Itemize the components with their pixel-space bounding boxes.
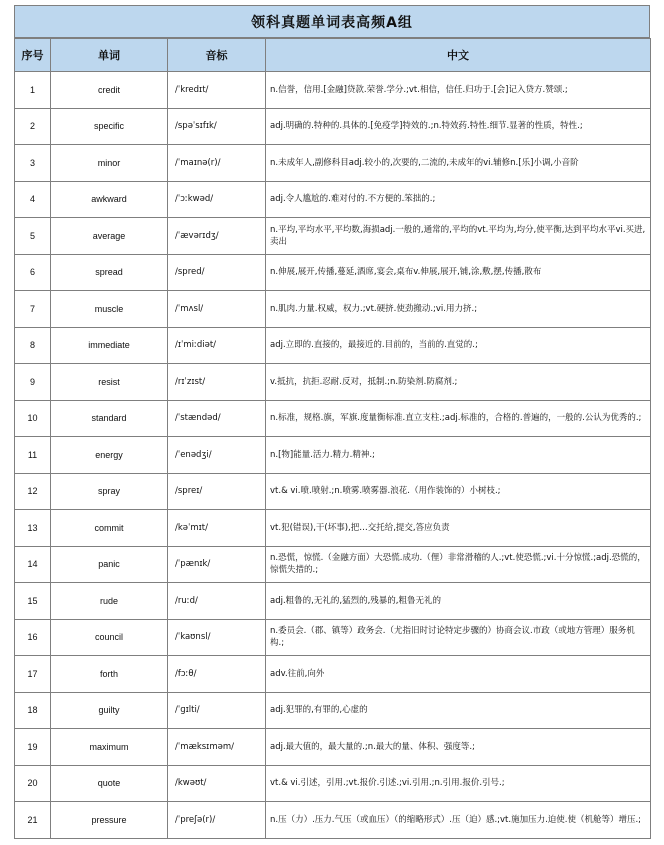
- table-row: [15, 729, 651, 766]
- row-phonetic: /ɪˈmiːdiət/: [168, 327, 266, 364]
- row-meaning: n.肌肉.力量.权威，权力.;vt.硬挤.使劲搬动.;vi.用力挤.;: [266, 291, 651, 328]
- row-meaning: n.委员会.（郡、镇等）政务会.（尤指旧时讨论特定步骤的）协商会议.市政（或地方管理）服务机构.;: [266, 619, 651, 656]
- row-word: maximum: [51, 729, 168, 766]
- row-word: forth: [51, 656, 168, 693]
- row-meaning: vt.& vi.喷.喷射.;n.喷雾.喷雾器.浪花.（用作装饰的）小树枝.;: [266, 473, 651, 510]
- table-row: [15, 437, 651, 474]
- row-phonetic: /kəˈmɪt/: [168, 510, 266, 547]
- table-row: [15, 473, 651, 510]
- row-phonetic: /kwəʊt/: [168, 765, 266, 802]
- row-number: 15: [15, 583, 51, 620]
- row-phonetic: /ruːd/: [168, 583, 266, 620]
- row-number: 10: [15, 400, 51, 437]
- header-word: 单词: [51, 39, 168, 72]
- row-number: 18: [15, 692, 51, 729]
- row-phonetic: /spreɪ/: [168, 473, 266, 510]
- table-row: [15, 181, 651, 218]
- row-number: 11: [15, 437, 51, 474]
- row-number: 12: [15, 473, 51, 510]
- row-number: 4: [15, 181, 51, 218]
- table-row: [15, 583, 651, 620]
- row-meaning: adj.立即的.直接的，最接近的.目前的，当前的.直觉的.;: [266, 327, 651, 364]
- row-meaning: adj.最大值的，最大量的.;n.最大的量、体积、强度等.;: [266, 729, 651, 766]
- row-meaning: n.标准，规格.旗，军旗.度量衡标准.直立支柱.;adj.标准的，合格的.普遍的，一般的.公认为优秀的.;: [266, 400, 651, 437]
- row-phonetic: /ˈɔːkwəd/: [168, 181, 266, 218]
- row-meaning: n.恐慌，惊慌.（金融方面）大恐慌.成功.（俚）非常滑稽的人.;vt.使恐慌.;vi.十分惊慌.;adj.恐慌的，惊慌失措的.;: [266, 546, 651, 583]
- row-word: guilty: [51, 692, 168, 729]
- row-phonetic: /ˈkaʊnsl/: [168, 619, 266, 656]
- row-phonetic: /ˈkredɪt/: [168, 72, 266, 109]
- row-meaning: adv.往前,向外: [266, 656, 651, 693]
- row-number: 20: [15, 765, 51, 802]
- row-meaning: n.伸展,展开,传播,蔓延,酒席,宴会,桌布v.伸展,展开,铺,涂,敷,摆,传播,散布: [266, 254, 651, 291]
- row-word: panic: [51, 546, 168, 583]
- row-word: council: [51, 619, 168, 656]
- row-number: 17: [15, 656, 51, 693]
- header-phonetic: 音标: [168, 39, 266, 72]
- row-meaning: n.平均,平均水平,平均数,海损adj.一般的,通常的,平均的vt.平均为,均分,使平衡,达到平均水平vi.买进,卖出: [266, 218, 651, 255]
- row-phonetic: /ˈpreʃə(r)/: [168, 802, 266, 839]
- row-meaning: vt.犯(错误),干(坏事),把…交托给,提交,答应负责: [266, 510, 651, 547]
- table-row: [15, 546, 651, 583]
- vocabulary-sheet: [14, 5, 650, 839]
- table-row: [15, 291, 651, 328]
- table-row: [15, 510, 651, 547]
- row-meaning: n.未成年人,副修科目adj.较小的,次要的,二流的,未成年的vi.辅修n.[乐]小调,小音阶: [266, 145, 651, 182]
- row-number: 21: [15, 802, 51, 839]
- row-phonetic: /spred/: [168, 254, 266, 291]
- table-row: [15, 254, 651, 291]
- row-meaning: adj.令人尴尬的.难对付的.不方便的.笨拙的.;: [266, 181, 651, 218]
- row-number: 19: [15, 729, 51, 766]
- row-phonetic: /spəˈsɪfɪk/: [168, 108, 266, 145]
- row-phonetic: /ˈpænɪk/: [168, 546, 266, 583]
- row-word: specific: [51, 108, 168, 145]
- row-number: 9: [15, 364, 51, 401]
- header-no: 序号: [15, 39, 51, 72]
- row-meaning: adj.粗鲁的,无礼的,猛烈的,残暴的,粗鲁无礼的: [266, 583, 651, 620]
- table-row: [15, 400, 651, 437]
- row-word: spread: [51, 254, 168, 291]
- row-word: energy: [51, 437, 168, 474]
- row-phonetic: /ˈenədʒi/: [168, 437, 266, 474]
- sheet-title: 领科真题单词表高频A组: [14, 5, 650, 38]
- row-meaning: n.压（力）.压力.气压（或血压）（的缩略形式）.压（迫）感.;vt.施加压力.迫使.使（机舱等）增压.;: [266, 802, 651, 839]
- row-word: resist: [51, 364, 168, 401]
- row-meaning: adj.犯罪的,有罪的,心虚的: [266, 692, 651, 729]
- row-number: 2: [15, 108, 51, 145]
- header-row: [15, 39, 651, 72]
- row-word: average: [51, 218, 168, 255]
- row-word: standard: [51, 400, 168, 437]
- row-phonetic: /ˈmaɪnə(r)/: [168, 145, 266, 182]
- table-row: [15, 619, 651, 656]
- table-row: [15, 72, 651, 109]
- row-word: awkward: [51, 181, 168, 218]
- header-meaning: 中文: [266, 39, 651, 72]
- table-row: [15, 802, 651, 839]
- table-row: [15, 108, 651, 145]
- row-phonetic: /rɪˈzɪst/: [168, 364, 266, 401]
- row-number: 7: [15, 291, 51, 328]
- row-meaning: n.[物]能量.活力.精力.精神.;: [266, 437, 651, 474]
- row-number: 8: [15, 327, 51, 364]
- row-word: rude: [51, 583, 168, 620]
- table-row: [15, 145, 651, 182]
- row-meaning: v.抵抗，抗拒.忍耐.反对，抵制.;n.防染剂.防腐剂.;: [266, 364, 651, 401]
- row-word: commit: [51, 510, 168, 547]
- row-phonetic: /ˈmæksɪməm/: [168, 729, 266, 766]
- vocabulary-table: [14, 38, 651, 839]
- row-word: immediate: [51, 327, 168, 364]
- row-phonetic: /ˈɡɪlti/: [168, 692, 266, 729]
- row-number: 13: [15, 510, 51, 547]
- row-number: 16: [15, 619, 51, 656]
- row-number: 3: [15, 145, 51, 182]
- row-number: 1: [15, 72, 51, 109]
- row-meaning: vt.& vi.引述，引用.;vt.报价.引述.;vi.引用.;n.引用.报价.引号.;: [266, 765, 651, 802]
- row-word: quote: [51, 765, 168, 802]
- row-word: minor: [51, 145, 168, 182]
- row-number: 5: [15, 218, 51, 255]
- row-word: pressure: [51, 802, 168, 839]
- table-row: [15, 692, 651, 729]
- table-row: [15, 656, 651, 693]
- row-word: spray: [51, 473, 168, 510]
- row-meaning: adj.明确的.特种的.具体的.[免疫学]特效的.;n.特效药.特性.细节.显著的性质，特性.;: [266, 108, 651, 145]
- row-number: 6: [15, 254, 51, 291]
- row-phonetic: /ˈmʌsl/: [168, 291, 266, 328]
- row-phonetic: /ˈstændəd/: [168, 400, 266, 437]
- row-word: muscle: [51, 291, 168, 328]
- row-number: 14: [15, 546, 51, 583]
- table-row: [15, 364, 651, 401]
- table-body: [15, 72, 651, 839]
- row-meaning: n.信誉，信用.[金融]贷款.荣誉.学分.;vt.相信，信任.归功于.[会]记入贷方.赞颂.;: [266, 72, 651, 109]
- row-phonetic: /ˈævərɪdʒ/: [168, 218, 266, 255]
- row-phonetic: /fɔːθ/: [168, 656, 266, 693]
- row-word: credit: [51, 72, 168, 109]
- table-row: [15, 765, 651, 802]
- table-row: [15, 218, 651, 255]
- table-row: [15, 327, 651, 364]
